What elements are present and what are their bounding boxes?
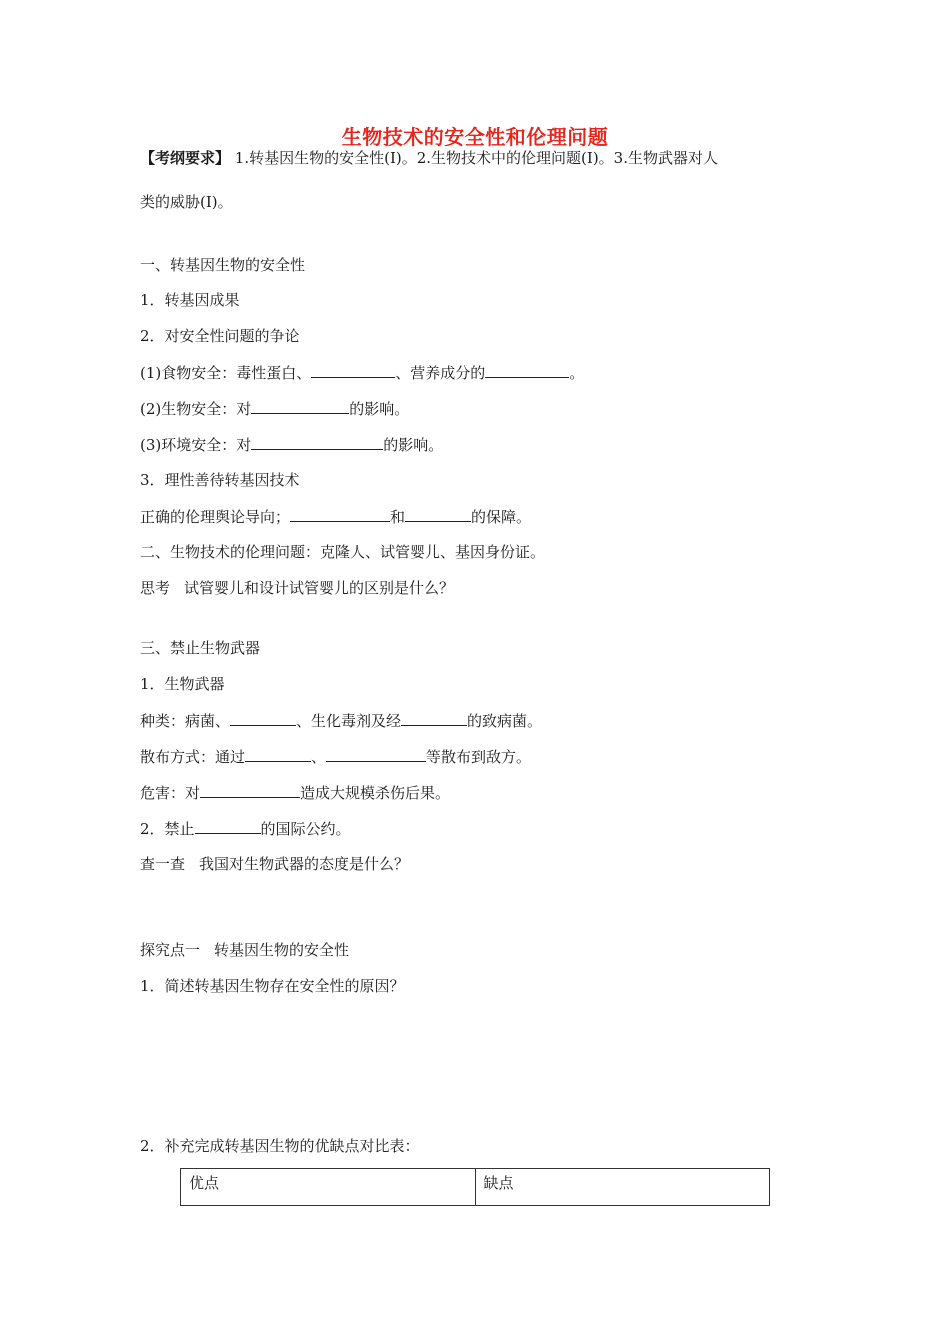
harm-line bbox=[140, 782, 450, 803]
answer-blank[interactable] bbox=[485, 362, 569, 378]
kinds-mid: 、生化毒剂及经 bbox=[296, 712, 402, 730]
table-row bbox=[181, 1169, 770, 1206]
requirements-line-2: 类的威胁(Ⅰ)。 bbox=[140, 193, 233, 211]
section-3-heading: 三、禁止生物武器 bbox=[140, 639, 261, 657]
page-title: 生物技术的安全性和伦理问题 bbox=[341, 125, 609, 149]
explore-question-2: 2．补充完成转基因生物的优缺点对比表： bbox=[140, 1137, 420, 1155]
table-header-cons[interactable]: 缺点 bbox=[475, 1169, 770, 1206]
answer-blank[interactable] bbox=[251, 398, 349, 414]
requirements-text-1: 1.转基因生物的安全性(Ⅰ)。2.生物技术中的伦理问题(Ⅰ)。3.生物武器对人 bbox=[234, 149, 718, 167]
answer-blank[interactable] bbox=[401, 710, 467, 726]
section-1-item-3: 3．理性善待转基因技术 bbox=[140, 471, 300, 489]
bio-safety-prefix: (2)生物安全：对 bbox=[140, 400, 252, 418]
pros-cons-table bbox=[180, 1168, 770, 1206]
food-safety-suffix: 。 bbox=[569, 364, 585, 382]
explore-question-1: 1．简述转基因生物存在安全性的原因？ bbox=[140, 977, 405, 995]
think-label: 思考 bbox=[140, 579, 171, 597]
check-label: 查一查 bbox=[140, 855, 186, 873]
env-safety-suffix: 的影响。 bbox=[383, 436, 444, 454]
harm-prefix: 危害：对 bbox=[140, 784, 201, 802]
bio-safety-line bbox=[140, 398, 409, 419]
food-safety-prefix: (1)食物安全：毒性蛋白、 bbox=[140, 364, 312, 382]
spread-mid: 、 bbox=[311, 748, 327, 766]
env-safety-prefix: (3)环境安全：对 bbox=[140, 436, 252, 454]
harm-suffix: 造成大规模杀伤后果。 bbox=[300, 784, 451, 802]
check-text: 我国对生物武器的态度是什么？ bbox=[199, 855, 410, 873]
answer-blank[interactable] bbox=[245, 746, 311, 762]
answer-blank[interactable] bbox=[290, 506, 390, 522]
kinds-suffix: 的致病菌。 bbox=[467, 712, 543, 730]
guide-line bbox=[140, 506, 531, 527]
section-2-heading: 二、生物技术的伦理问题：克隆人、试管婴儿、基因身份证。 bbox=[140, 543, 546, 561]
section-3-item-1: 1．生物武器 bbox=[140, 675, 225, 693]
explore-label: 探究点一 bbox=[140, 941, 201, 959]
kinds-line bbox=[140, 710, 542, 731]
table-header-pros[interactable]: 优点 bbox=[181, 1169, 476, 1206]
requirements-label: 【考纲要求】 bbox=[140, 149, 231, 167]
spread-line bbox=[140, 746, 531, 767]
answer-blank[interactable] bbox=[405, 506, 471, 522]
food-safety-mid: 、营养成分的 bbox=[395, 364, 486, 382]
guide-mid: 和 bbox=[390, 508, 406, 526]
section-1-heading: 一、转基因生物的安全性 bbox=[140, 256, 306, 274]
kinds-prefix: 种类：病菌、 bbox=[140, 712, 231, 730]
section-1-item-1: 1．转基因成果 bbox=[140, 291, 240, 309]
answer-blank[interactable] bbox=[311, 362, 395, 378]
spread-prefix: 散布方式：通过 bbox=[140, 748, 246, 766]
spread-suffix: 等散布到敌方。 bbox=[426, 748, 532, 766]
food-safety-line bbox=[140, 362, 584, 383]
section-1-item-2: 2．对安全性问题的争论 bbox=[140, 327, 300, 345]
requirements-line-1 bbox=[140, 148, 718, 168]
env-safety-line bbox=[140, 434, 443, 455]
answer-blank[interactable] bbox=[200, 782, 300, 798]
answer-blank[interactable] bbox=[230, 710, 296, 726]
think-text: 试管婴儿和设计试管婴儿的区别是什么？ bbox=[184, 579, 455, 597]
ban-suffix: 的国际公约。 bbox=[260, 820, 351, 838]
ban-line bbox=[140, 818, 351, 839]
think-line bbox=[140, 578, 454, 598]
guide-prefix: 正确的伦理舆论导向； bbox=[140, 508, 291, 526]
check-line bbox=[140, 854, 409, 874]
ban-prefix: 2．禁止 bbox=[140, 820, 195, 838]
answer-blank[interactable] bbox=[251, 434, 383, 450]
bio-safety-suffix: 的影响。 bbox=[349, 400, 410, 418]
explore-heading bbox=[140, 940, 349, 960]
guide-suffix: 的保障。 bbox=[471, 508, 532, 526]
answer-blank[interactable] bbox=[326, 746, 426, 762]
explore-text: 转基因生物的安全性 bbox=[214, 941, 350, 959]
answer-blank[interactable] bbox=[195, 818, 261, 834]
